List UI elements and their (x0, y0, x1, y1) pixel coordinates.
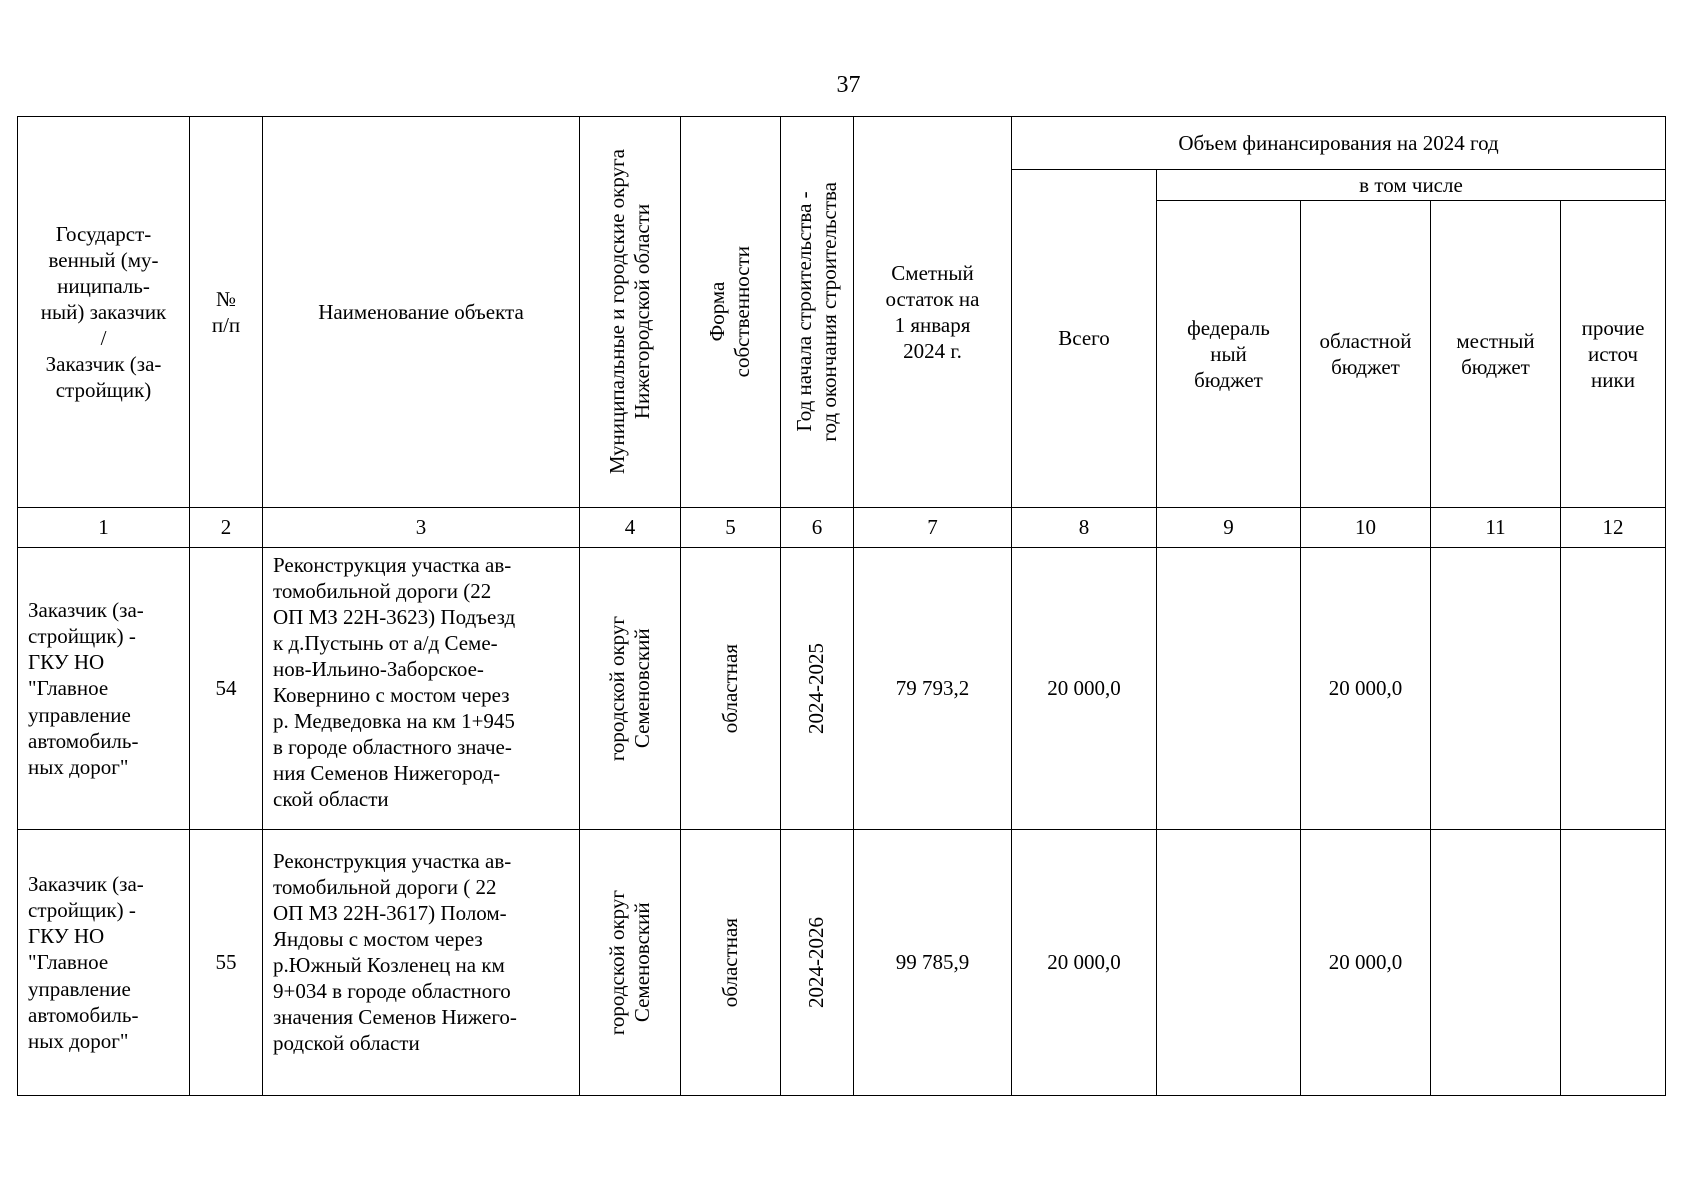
row-estimated-balance: 99 785,9 (854, 830, 1012, 1096)
row-customer: Заказчик (за- стройщик) - ГКУ НО "Главное управление автомобиль- ных дорог" (18, 548, 190, 830)
header-local-budget: местный бюджет (1431, 201, 1561, 508)
column-number: 4 (580, 508, 681, 548)
header-including: в том числе (1157, 170, 1666, 201)
column-number: 9 (1157, 508, 1301, 548)
column-number: 12 (1561, 508, 1666, 548)
header-object-name: Наименование объекта (263, 117, 580, 508)
row-years-cell (781, 830, 854, 1096)
row-district-cell (580, 830, 681, 1096)
row-years: 2024-2025 (804, 643, 829, 734)
row-customer: Заказчик (за- стройщик) - ГКУ НО "Главное управление автомобиль- ных дорог" (18, 830, 190, 1096)
row-federal (1157, 830, 1301, 1096)
header-row-1 (18, 117, 1666, 170)
row-district: городской округ Семеновский (604, 889, 654, 1036)
row-total: 20 000,0 (1012, 548, 1157, 830)
header-regional-budget: областной бюджет (1301, 201, 1431, 508)
header-federal-budget: федераль ный бюджет (1157, 201, 1301, 508)
column-number: 2 (190, 508, 263, 548)
column-numbers-row (18, 508, 1666, 548)
row-regional: 20 000,0 (1301, 830, 1431, 1096)
row-estimated-balance: 79 793,2 (854, 548, 1012, 830)
page-number: 37 (836, 72, 861, 98)
header-estimated-balance: Сметный остаток на 1 января 2024 г. (854, 117, 1012, 508)
row-number: 54 (190, 548, 263, 830)
row-ownership: областная (717, 917, 742, 1008)
header-customer: Государст- венный (му- ниципаль- ный) заказчик / Заказчик (за- стройщик) (18, 117, 190, 508)
table-row (18, 830, 1666, 1096)
header-district: Муниципальные и городские округа Нижегородской области (604, 149, 654, 475)
header-funding-title: Объем финансирования на 2024 год (1012, 117, 1666, 170)
column-number: 8 (1012, 508, 1157, 548)
row-object-name: Реконструкция участка ав- томобильной дороги ( 22 ОП МЗ 22Н-3617) Полом- Яндовы с мостом через р.Южный Козленец на км 9+034 в городе областного значения Семенов Нижего- родской области (263, 830, 580, 1096)
header-years-cell (781, 117, 854, 508)
header-total: Всего (1012, 170, 1157, 508)
row-regional: 20 000,0 (1301, 548, 1431, 830)
header-ownership-cell (681, 117, 781, 508)
row-object-name: Реконструкция участка ав- томобильной дороги (22 ОП МЗ 22Н-3623) Подъезд к д.Пустынь от а/д Семе- нов-Ильино-Заборское- Ковернино с мостом через р. Медведовка на км 1+945 в городе областного значе- ния Семенов Нижегород- ской области (263, 548, 580, 830)
row-other (1561, 830, 1666, 1096)
column-number: 5 (681, 508, 781, 548)
row-total: 20 000,0 (1012, 830, 1157, 1096)
header-years: Год начала строительства - год окончания строительства (791, 182, 841, 442)
table-row (18, 548, 1666, 830)
row-district-cell (580, 548, 681, 830)
row-years-cell (781, 548, 854, 830)
financing-table (17, 116, 1666, 1096)
column-number: 1 (18, 508, 190, 548)
header-ownership: Форма собственности (705, 246, 755, 378)
row-number: 55 (190, 830, 263, 1096)
row-local (1431, 830, 1561, 1096)
header-number: № п/п (190, 117, 263, 508)
row-ownership: областная (717, 643, 742, 734)
row-other (1561, 548, 1666, 830)
row-ownership-cell (681, 830, 781, 1096)
row-federal (1157, 548, 1301, 830)
column-number: 3 (263, 508, 580, 548)
header-other-sources: прочие источ ники (1561, 201, 1666, 508)
row-ownership-cell (681, 548, 781, 830)
row-district: городской округ Семеновский (604, 615, 654, 762)
column-number: 6 (781, 508, 854, 548)
column-number: 7 (854, 508, 1012, 548)
header-district-cell (580, 117, 681, 508)
row-years: 2024-2026 (804, 917, 829, 1008)
row-local (1431, 548, 1561, 830)
column-number: 10 (1301, 508, 1431, 548)
column-number: 11 (1431, 508, 1561, 548)
